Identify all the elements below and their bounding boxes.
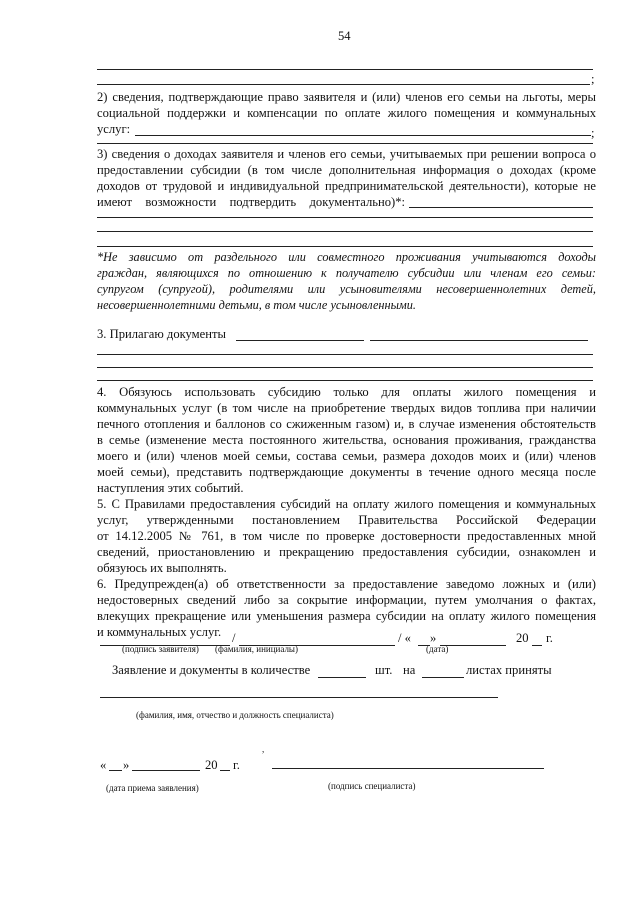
count-field[interactable]: [318, 677, 366, 678]
footnote-line3: супругом (супругой), родителями или усыновителями несовершеннолетних детей,: [97, 282, 596, 296]
attached-docs-label: 3. Прилагаю документы: [97, 327, 226, 341]
receipt-year-prefix: 20: [205, 758, 218, 772]
caption-receipt-date: (дата приема заявления): [106, 783, 199, 793]
specialist-name-field[interactable]: [100, 697, 498, 698]
fill-line: [135, 135, 591, 136]
item5-line2: услуг, утвержденными постановлением Правительства Российской Федерации: [97, 513, 596, 527]
fill-line: [97, 380, 593, 381]
line-end-semicolon: ;: [591, 126, 595, 140]
receipt-year-field[interactable]: [220, 770, 230, 771]
fill-line: [97, 69, 593, 70]
item4-line3: печного отопления и баллонов со сжиженным газом) и, в случае изменения обстоятельств: [97, 417, 596, 431]
page-number: 54: [338, 29, 351, 43]
fill-line: [236, 340, 364, 341]
item6-line3: влекущих прекращение или уменьшения размера субсидии на оплату жилого помещения: [97, 609, 596, 623]
footnote-line1: *Не зависимо от раздельного или совместного проживания учитываются доходы: [97, 250, 596, 264]
item5-line4: сведений, приостановлению и прекращению предоставления субсидии, ознакомлен и: [97, 545, 596, 559]
item3-line4: имеют возможности подтвердить документально)*:: [97, 195, 405, 209]
fill-line: [97, 231, 593, 232]
item5-line5: обязуюсь их выполнять.: [97, 561, 227, 575]
item4-line5: моего и (или) членов моей семьи, состава семьи, размера доходов моих и (или) членов: [97, 449, 596, 463]
acceptance-prefix: Заявление и документы в количестве: [112, 663, 311, 677]
receipt-quote-close: »: [123, 758, 130, 772]
item5-line1: 5. С Правилами предоставления субсидий на оплату жилого помещения и коммунальных: [97, 497, 596, 511]
item6-line4: и коммунальных услуг.: [97, 625, 222, 639]
fill-line: [370, 340, 588, 341]
specialist-signature-field[interactable]: [272, 768, 544, 769]
signature-slash: /: [232, 631, 236, 645]
footnote-line2: граждан, являющихся по отношению к получателю субсидии или членам его семьи:: [97, 266, 596, 280]
acceptance-on: на: [403, 663, 416, 677]
receipt-day-field[interactable]: [109, 770, 122, 771]
sheets-field[interactable]: [422, 677, 464, 678]
item4-line6: моей семьи), представить подтверждающие документы в течение одного месяца после: [97, 465, 596, 479]
item4-line4: в семье (изменение места постоянного жительства, основания проживания, гражданства: [97, 433, 596, 447]
year-suffix: г.: [546, 631, 553, 645]
date-quote-close: »: [430, 631, 437, 645]
item3-line2: предоставлении субсидии (в том числе дополнительная информация о доходах (кроме: [97, 163, 596, 177]
item6-line1: 6. Предупрежден(а) об ответственности за предоставление заведомо ложных и (или): [97, 577, 596, 591]
caption-specialist-signature: (подпись специалиста): [328, 781, 416, 791]
acceptance-suffix: листах приняты: [466, 663, 552, 677]
item3-line3: доходов от трудовой и индивидуальной предпринимательской деятельности), которые не: [97, 179, 596, 193]
caption-name: (фамилия, инициалы): [215, 644, 298, 654]
year-prefix: 20: [516, 631, 529, 645]
item2-line1: 2) сведения, подтверждающие право заявителя и (или) членов его семьи на льготы, меры: [97, 90, 596, 104]
item2-line3: услуг:: [97, 122, 131, 136]
fill-line: [97, 354, 593, 355]
fill-line: [97, 246, 593, 247]
fill-line: [97, 143, 593, 144]
item4-line1: 4. Обязуюсь использовать субсидию только для оплаты жилого помещения и: [97, 385, 596, 399]
receipt-year-suffix: г.: [233, 758, 240, 772]
item4-line7: наступления этих событий.: [97, 481, 244, 495]
item3-line1: 3) сведения о доходах заявителя и членов его семьи, учитываемых при решении вопроса о: [97, 147, 596, 161]
item2-line2: социальной поддержки и компенсации по оплате жилого помещения и коммунальных: [97, 106, 596, 120]
line-end-semicolon: ;: [591, 72, 595, 86]
receipt-quote-open: «: [100, 758, 107, 772]
caption-date: (дата): [426, 644, 449, 654]
footnote-line4: несовершеннолетними детьми, в том числе усыновленными.: [97, 298, 416, 312]
caption-signature: (подпись заявителя): [122, 644, 199, 654]
item6-line2: недостоверных сведений либо за сокрытие информации, путем умолчания о фактах,: [97, 593, 596, 607]
month-field[interactable]: [440, 645, 506, 646]
fill-line: [409, 207, 593, 208]
item5-line3: от 14.12.2005 № 761, в том числе по проверке достоверности предоставленных мной: [97, 529, 596, 543]
receipt-month-field[interactable]: [132, 770, 200, 771]
acceptance-pcs: шт.: [375, 663, 393, 677]
fill-line: [97, 217, 593, 218]
fill-line: [97, 367, 593, 368]
caption-specialist: (фамилия, имя, отчество и должность специалиста): [136, 710, 334, 720]
fill-line: [97, 84, 590, 85]
item4-line2: коммунальных услуг (в том числе на приобретение твердых видов топлива при наличии: [97, 401, 596, 415]
year-field[interactable]: [532, 645, 542, 646]
date-quote-open: / «: [398, 631, 411, 645]
stray-mark: ,: [262, 744, 265, 754]
